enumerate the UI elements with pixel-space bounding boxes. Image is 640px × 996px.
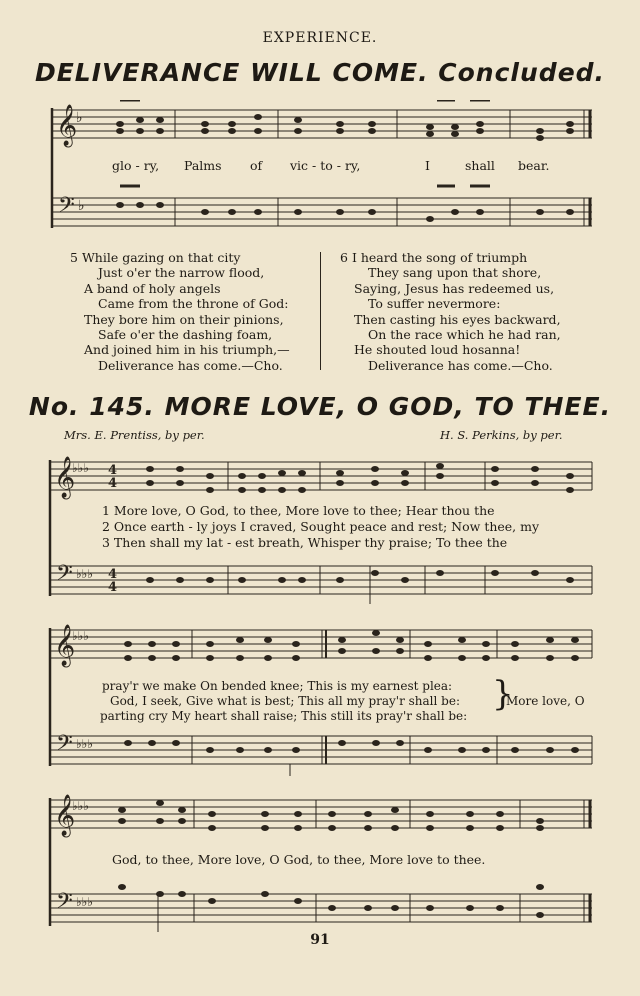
svg-text:♭: ♭	[76, 110, 83, 126]
verse-line: To suffer nevermore:	[368, 296, 501, 312]
refrain-start-lyric: More love, O	[506, 694, 585, 708]
verse-5	[70, 250, 290, 373]
lyric-victory: vic - to - ry,	[290, 158, 361, 173]
author-credit: Mrs. E. Prentiss, by per.	[64, 428, 205, 442]
verse-line: Safe o'er the dashing foam,	[98, 327, 273, 343]
page-number: 91	[310, 932, 330, 948]
verse-line: Then casting his eyes backward,	[354, 311, 561, 327]
verse-1-lyric-cont: pray'r we make On bended knee; This is my earnest plea:	[102, 679, 453, 693]
verse-line: He shouted loud hosanna!	[354, 342, 521, 358]
hymn-title-more-love: No. 145. MORE LOVE, O GOD, TO THEE.	[28, 392, 612, 421]
svg-text:𝄢: 𝄢	[56, 731, 73, 761]
svg-text:4: 4	[108, 567, 118, 582]
verse-number: 5	[70, 250, 78, 265]
verse-1-lyric: 1 More love, O God, to thee, More love to thee; Hear thou the	[102, 503, 495, 518]
verse-3-lyric-cont: parting cry My heart shall raise; This still its pray'r shall be:	[100, 709, 468, 723]
lyric-bear: bear.	[518, 158, 550, 173]
svg-text:𝄢: 𝄢	[56, 889, 73, 919]
svg-text:♭♭♭: ♭♭♭	[76, 737, 93, 751]
running-head: EXPERIENCE.	[262, 30, 378, 46]
svg-text:𝄞: 𝄞	[56, 105, 78, 146]
verse-line: They bore him on their pinions,	[84, 311, 284, 327]
svg-text:♭♭♭: ♭♭♭	[76, 567, 93, 581]
svg-text:𝄞: 𝄞	[54, 457, 76, 498]
svg-text:𝄞: 𝄞	[54, 625, 76, 666]
lyric-of: of	[250, 158, 263, 173]
verse-line: Just o'er the narrow flood,	[98, 265, 265, 281]
verse-line: While gazing on that city	[81, 250, 241, 265]
svg-text:♭♭♭: ♭♭♭	[72, 629, 89, 643]
refrain-lyric: God, to thee, More love, O God, to thee, More love to thee.	[112, 852, 486, 867]
verse-line: Deliverance has come.—Cho.	[98, 357, 283, 373]
verse-6	[340, 250, 561, 373]
lyric-palms: Palms	[184, 158, 222, 173]
verse-line: On the race which he had ran,	[368, 327, 561, 343]
verse-2-lyric: 2 Once earth - ly joys I craved, Sought peace and rest; Now thee, my	[102, 519, 540, 534]
lyric-glory: glo - ry,	[112, 158, 160, 173]
svg-text:♭♭♭: ♭♭♭	[72, 799, 89, 813]
verse-brace: }	[492, 674, 514, 714]
svg-text:𝄢: 𝄢	[58, 193, 75, 223]
verse-number: 6	[340, 250, 348, 265]
svg-text:4: 4	[108, 580, 118, 595]
svg-text:4: 4	[108, 463, 118, 478]
verse-line: They sang upon that shore,	[368, 265, 542, 281]
hymn-title-deliverance: DELIVERANCE WILL COME. Concluded.	[34, 58, 606, 87]
svg-text:♭: ♭	[78, 198, 85, 214]
verse-divider	[320, 252, 321, 370]
verse-line: Deliverance has come.—Cho.	[368, 357, 553, 373]
svg-text:𝄞: 𝄞	[54, 795, 76, 836]
svg-text:♭♭♭: ♭♭♭	[72, 461, 89, 475]
svg-text:4: 4	[108, 476, 118, 491]
lyric-shall: shall	[465, 158, 495, 173]
verse-2-lyric-cont: God, I seek, Give what is best; This all my pray'r shall be:	[110, 694, 460, 708]
svg-text:𝄢: 𝄢	[56, 561, 73, 591]
verse-line: A band of holy angels	[84, 280, 221, 296]
verse-line: Saying, Jesus has redeemed us,	[354, 280, 555, 296]
verse-line: And joined him in his triumph,—	[84, 342, 290, 358]
verse-line: Came from the throne of God:	[98, 296, 289, 312]
svg-text:♭♭♭: ♭♭♭	[76, 895, 93, 909]
lyric-i: I	[425, 158, 430, 173]
composer-credit: H. S. Perkins, by per.	[440, 428, 563, 442]
verse-line: I heard the song of triumph	[351, 250, 528, 265]
verse-3-lyric: 3 Then shall my lat - est breath, Whisper thy praise; To thee the	[102, 535, 508, 550]
